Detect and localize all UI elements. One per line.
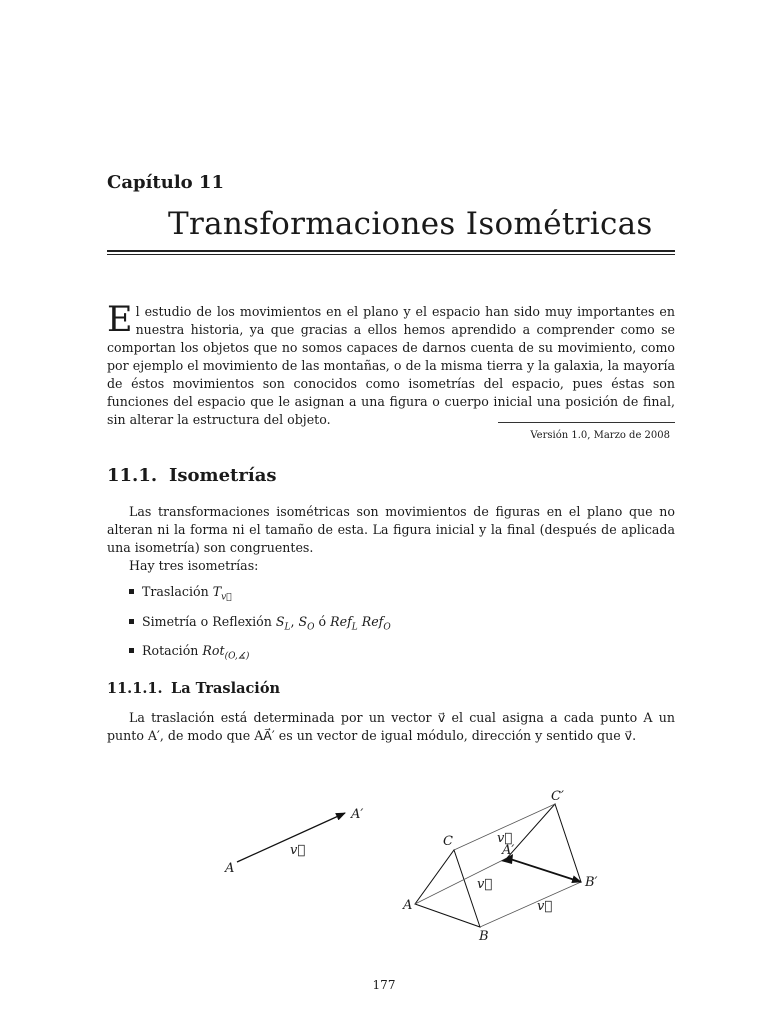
connector-A-A-prime <box>415 858 507 904</box>
label-A-prime-left: A′ <box>351 807 364 822</box>
bullet-square-icon <box>129 589 134 594</box>
signature-rule <box>498 422 675 423</box>
label-v-left: v⃗ <box>290 843 306 858</box>
page-number: 177 <box>372 978 396 992</box>
label-A-prime: A′ <box>502 843 515 858</box>
label-C-prime: C′ <box>551 789 564 804</box>
subsection-paragraph: La traslación está determinada por un vector v⃗ el cual asigna a cada punto A un punto A′, de modo que AA⃗′ es un vector de igual módulo, dirección y sentido que v⃗. <box>107 710 675 743</box>
subsection-number: 11.1.1. <box>107 680 163 697</box>
triangle-ABC <box>415 850 480 927</box>
connector-B-B-prime <box>480 882 581 927</box>
vector-arrow-A-prime-B-prime <box>507 858 581 882</box>
label-C: C <box>443 834 453 849</box>
label-v-bottom: v⃗ <box>537 899 553 914</box>
section-paragraph-intro-list: Hay tres isometrías: <box>129 558 259 573</box>
bullet-square-icon <box>129 619 134 624</box>
label-A-left: A <box>225 861 235 876</box>
title-rule-thin <box>107 254 675 255</box>
subsection-heading <box>107 680 280 697</box>
intro-paragraph <box>107 300 675 429</box>
section-heading <box>107 465 277 486</box>
label-v-top: v⃗ <box>497 831 513 846</box>
list-item: Simetría o Reflexión $S_L$, $S_O$ ó Ref$_L$ Ref$_O$ <box>129 613 391 637</box>
chapter-label: Capítulo 11 <box>107 172 224 193</box>
section-number: 11.1. <box>107 465 158 486</box>
intro-text: l estudio de los movimientos en el plano y el espacio han sido muy importantes en nuestra historia, ya que gracias a ellos hemos aprendido a comprender como se comportan los objetos que no somos capaces de darnos cuenta de su movimiento, como por ejemplo el movimiento de las montañas, o de la misma tierra y la galaxia, la mayoría de éstos movimientos son conocidos como isometrías del espacio, pues éstas son funciones del espacio que le asignan a una figura o cuerpo inicial una posición de final, sin alterar la estructura del objeto. <box>107 304 675 427</box>
version-signature: Versión 1.0, Marzo de 2008 <box>530 430 670 441</box>
section-paragraph: Las transformaciones isométricas son movimientos de figuras en el plano que no alteran ni la forma ni el tamaño de esta. La figura inicial y la final (después de aplicada una isometría) son congruentes. <box>107 504 675 555</box>
bullet-square-icon <box>129 648 134 653</box>
label-A: A <box>403 898 413 913</box>
list-item: Rotación Rot$_{(O,∡)}$ <box>129 642 249 666</box>
chapter-title: Transformaciones Isométricas <box>168 206 653 242</box>
label-v-middle: v⃗ <box>477 877 493 892</box>
translation-figure <box>215 780 615 950</box>
subsection-title: La Traslación <box>171 680 281 697</box>
title-rule <box>107 250 675 252</box>
label-B: B <box>479 929 489 944</box>
dropcap: E <box>107 300 133 340</box>
label-B-prime: B′ <box>585 875 598 890</box>
list-item: Traslación $T_{v⃗}$ <box>129 583 232 607</box>
section-title: Isometrías <box>169 465 277 486</box>
